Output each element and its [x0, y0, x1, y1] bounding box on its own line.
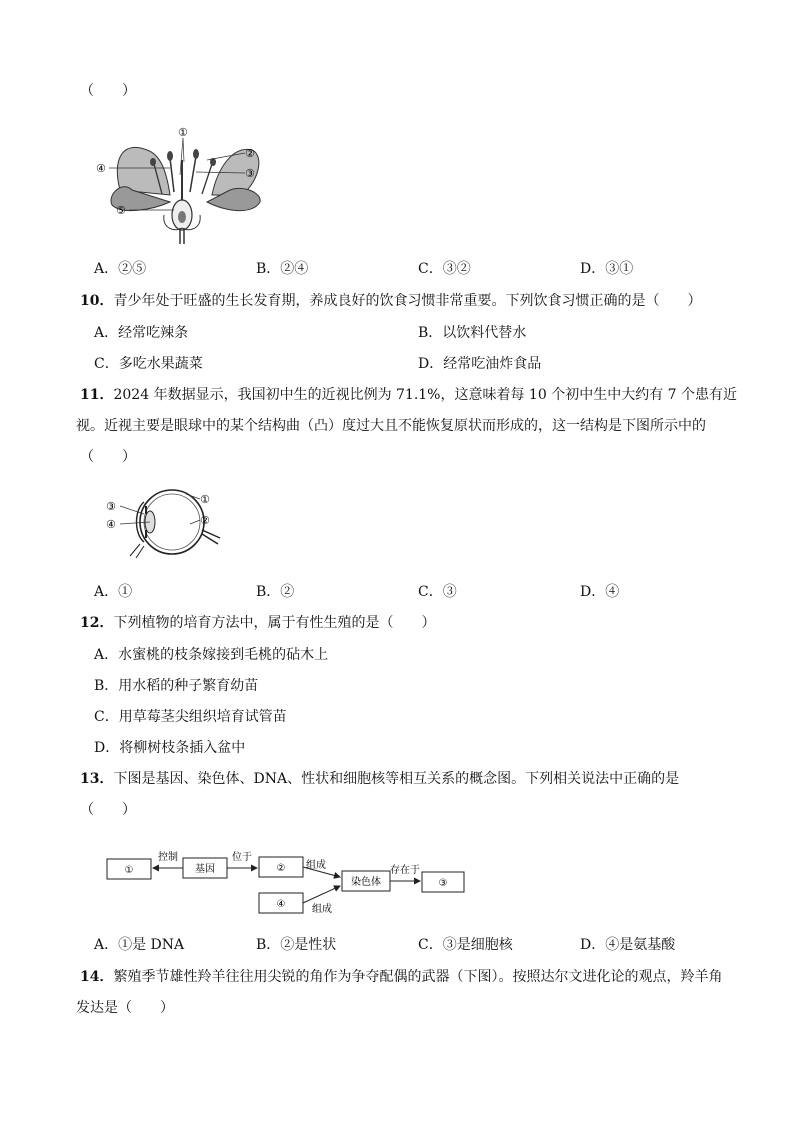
- q13-option-a: A．①是 DNA: [94, 937, 185, 953]
- eye-label-4: ④: [106, 518, 116, 531]
- q11-option-d: D．④: [580, 584, 620, 600]
- q12-number: 12．: [80, 615, 114, 631]
- q10-stem: [80, 290, 701, 310]
- flower-label-5: ⑤: [116, 204, 126, 217]
- concept-chromosome-label: 染色体: [351, 877, 381, 888]
- arrow-control-label: 控制: [158, 852, 178, 863]
- arrow-compose-2-label: 组成: [312, 904, 332, 915]
- q10-option-d: D．经常吃油炸食品: [418, 356, 542, 372]
- q11-text-1: 2024 年数据显示，我国初中生的近视比例为 71.1%，这意味着每 10 个初中生中大约有 7 个患有近: [113, 387, 738, 403]
- q11-option-a: A．①: [94, 584, 133, 600]
- arrow-exists-label: 存在于: [390, 865, 420, 876]
- q14-text-1: 繁殖季节雄性羚羊往往用尖锐的角作为争夺配偶的武器（下图）。按照达尔文进化论的观点，羚羊角: [113, 969, 723, 985]
- q10-option-b: B．以饮料代替水: [418, 325, 527, 341]
- arrow-located-label: 位于: [232, 852, 252, 863]
- q11-paren: （ ）: [80, 449, 136, 465]
- flower-diagram: [92, 120, 272, 245]
- q12-option-a: A．水蜜桃的枝条嫁接到毛桃的砧木上: [94, 647, 329, 663]
- q12-option-d: D．将柳树枝条插入盆中: [94, 740, 246, 756]
- q10-number: 10．: [80, 293, 114, 309]
- q14-stem-line2: 发达是（ ）: [76, 1000, 174, 1016]
- q14-stem-line1: [80, 966, 722, 986]
- q12-option-b: B．用水稻的种子繁育幼苗: [94, 678, 259, 694]
- q13-option-c: C．③是细胞核: [418, 937, 513, 953]
- q13-paren: （ ）: [80, 802, 136, 818]
- q13-text: 下图是基因、染色体、DNA、性状和细胞核等相互关系的概念图。下列相关说法中正确的是: [113, 771, 680, 787]
- eye-diagram: [94, 484, 234, 562]
- eye-label-3: ③: [106, 500, 116, 513]
- q9-option-b: B．②④: [256, 261, 309, 277]
- concept-box-4-label: ④: [276, 899, 286, 910]
- q9-paren: （ ）: [80, 83, 136, 99]
- flower-label-1: ①: [178, 126, 188, 139]
- arrow-compose-1-label: 组成: [306, 860, 326, 871]
- q12-text: 下列植物的培育方法中，属于有性生殖的是（ ）: [113, 615, 436, 631]
- q11-stem-line1: [80, 384, 737, 404]
- concept-box-2-label: ②: [276, 863, 286, 874]
- flower-label-2: ②: [245, 147, 255, 160]
- q13-option-b: B．②是性状: [256, 937, 337, 953]
- q12-option-c: C．用草莓茎尖组织培育试管苗: [94, 709, 287, 725]
- q13-number: 13．: [80, 771, 114, 787]
- eye-label-2: ②: [200, 514, 210, 527]
- q10-option-a: A．经常吃辣条: [94, 325, 189, 341]
- q9-option-c: C．③②: [418, 261, 471, 277]
- q12-stem: [80, 612, 435, 632]
- q13-option-d: D．④是氨基酸: [580, 937, 676, 953]
- q13-stem: [80, 768, 679, 788]
- q10-text: 青少年处于旺盛的生长发育期，养成良好的饮食习惯非常重要。下列饮食习惯正确的是（ ）: [113, 293, 702, 309]
- q9-option-a: A．②⑤: [94, 261, 147, 277]
- q11-option-b: B．②: [256, 584, 295, 600]
- concept-box-3-label: ③: [438, 878, 448, 889]
- q14-number: 14．: [80, 969, 114, 985]
- concept-map: [100, 846, 470, 918]
- q11-option-c: C．③: [418, 584, 457, 600]
- concept-box-1-label: ①: [124, 865, 134, 876]
- concept-gene-label: 基因: [195, 864, 215, 875]
- eye-label-1: ①: [200, 493, 210, 506]
- q11-stem-line2: 视。近视主要是眼球中的某个结构曲（凸）度过大且不能恢复原状而形成的，这一结构是下图所示中的: [76, 418, 706, 434]
- q11-number: 11．: [80, 387, 114, 403]
- q10-option-c: C．多吃水果蔬菜: [94, 356, 203, 372]
- flower-label-4: ④: [96, 162, 106, 175]
- flower-label-3: ③: [245, 167, 255, 180]
- q9-option-d: D．③①: [580, 261, 634, 277]
